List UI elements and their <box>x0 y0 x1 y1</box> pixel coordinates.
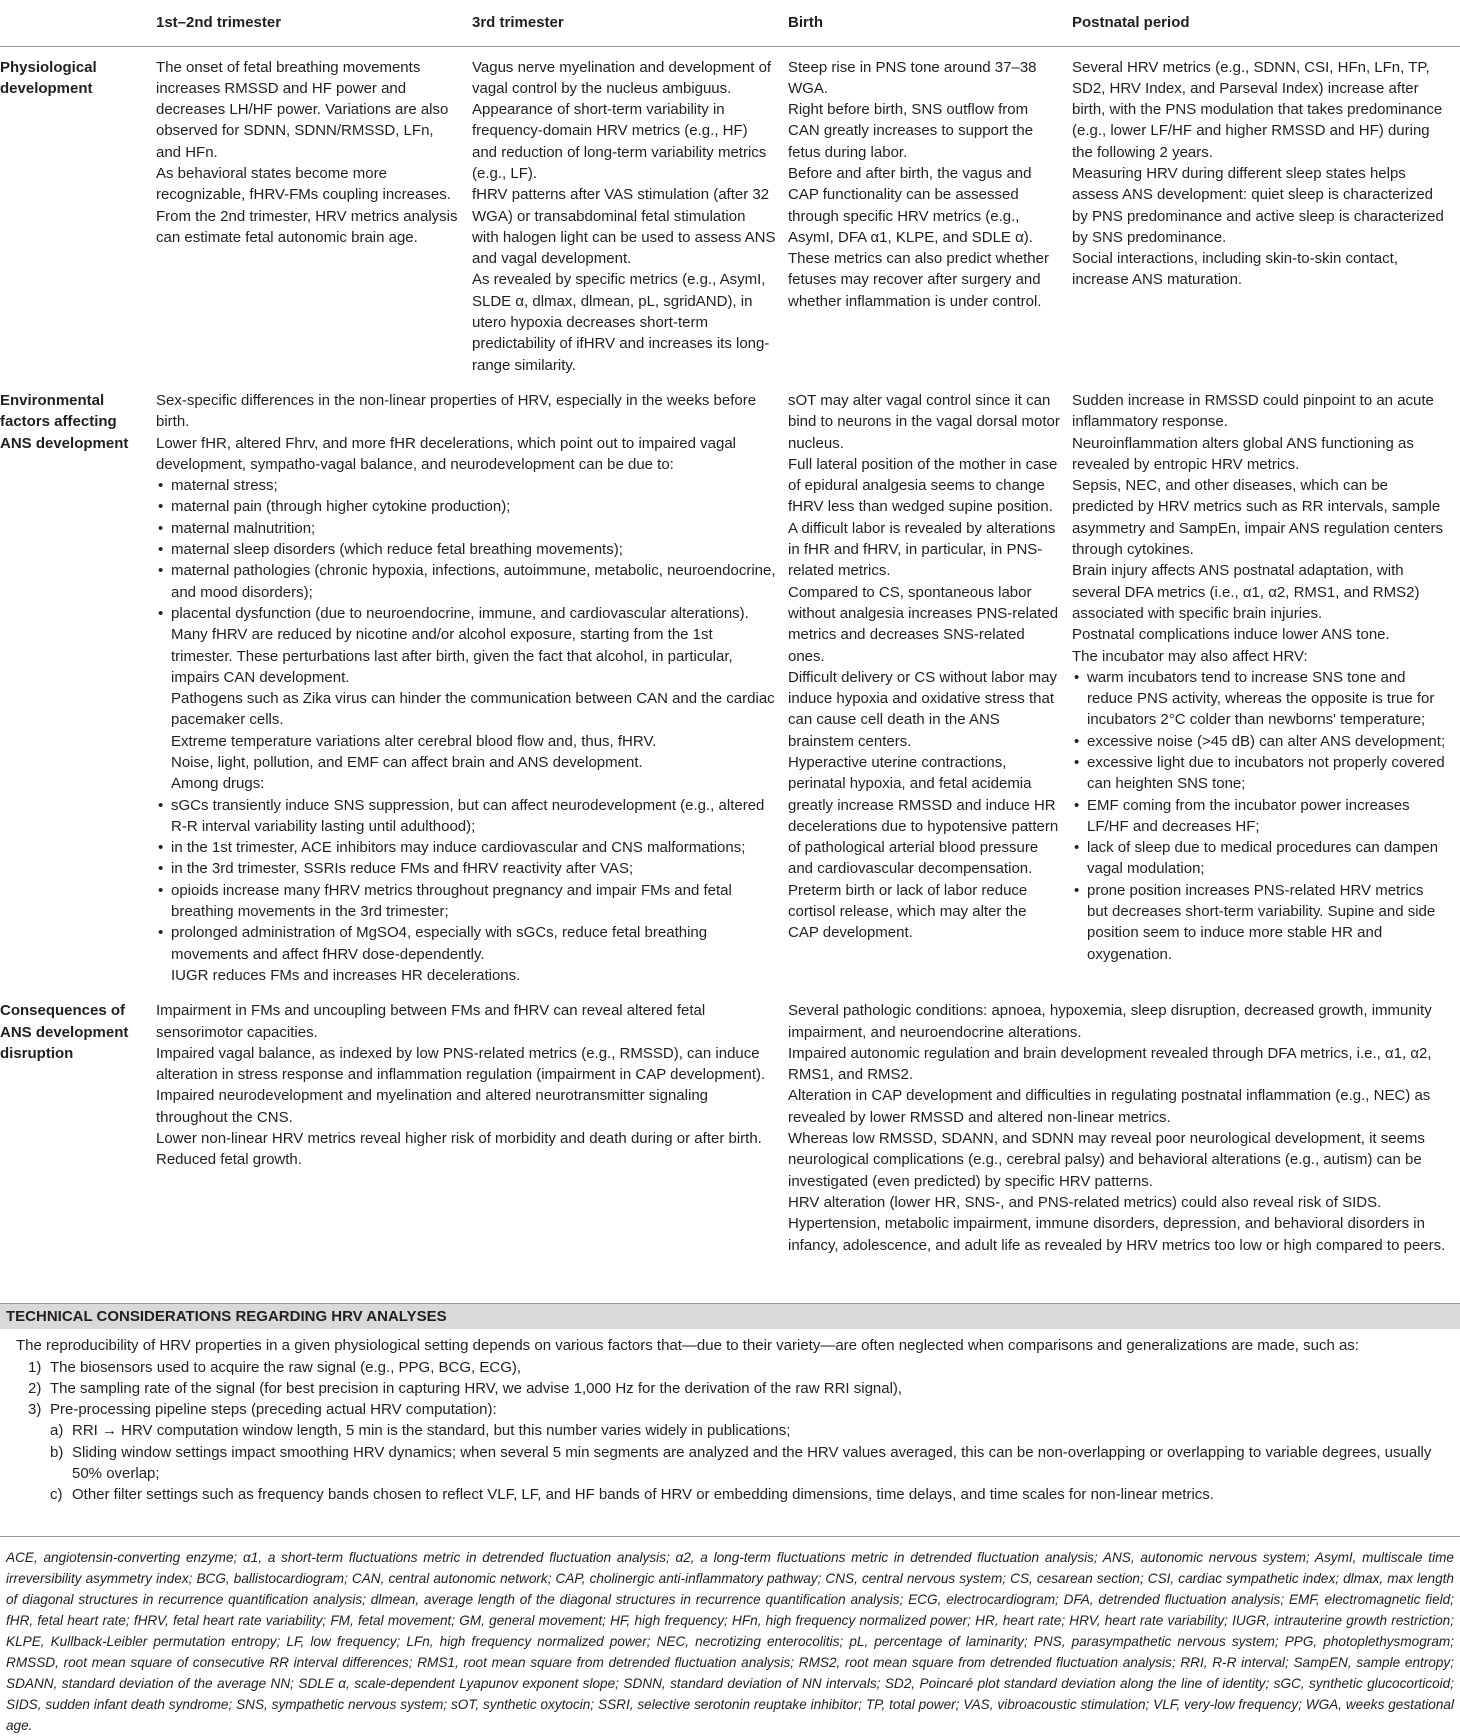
paragraph: As revealed by specific metrics (e.g., AsymI, SLDE α, dlmax, dlmean, pL, sgridAND), in utero hypoxia decreases short-term predictability of ifHRV and increases its long-range similarity. <box>472 271 770 374</box>
header-postnatal-period: Postnatal period <box>1072 0 1460 46</box>
bullet-item: • maternal pain (through higher cytokine production); <box>156 496 776 517</box>
abbreviations-footnote: ACE, angiotensin-converting enzyme; α1, a short-term fluctuations metric in detrended fluctuation analysis; α2, a long-term fluctuations metric in detrended fluctuation analysis; ANS, autonomic nervous system; AsymI, multiscale time irreversibility asymmetry index; BCG, ballistocardiogram; CAN, central autonomic network; CAP, cholinergic anti-inflammatory pathway; CNS, central nervous system; CS, cesarean section; CSI, cardiac sympathetic index; dlmax, max length of diagonal structures in recurrence quantification analysis; dlmean, average length of the diagonal structures in recurrence quantification analysis; ECG, electrocardiogram; DFA, detrended fluctuation analysis; EMF, electromagnetic field; fHR, fetal heart rate; fHRV, fetal heart rate variability; FM, fetal movement; GM, general movement; HF, high frequency; HFn, high frequency normalized power; HR, heart rate; HRV, heart rate variability; IUGR, intrauterine growth restriction; KLPE, Kullback-Leibler permutation entropy; LF, low frequency; LFn, high frequency normalized power; NEC, necrotizing enterocolitis; pL, percentage of laminarity; PNS, parasympathetic nervous system; PPG, photoplethysmogram; RMSSD, root mean square of consecutive RR interval differences; RMS1, root mean square from detrended fluctuation analysis; RMS2, root mean square from detrended fluctuation analysis; RRI, R-R interval; SampEN, sample entropy; SDANN, standard deviation of the average NN; SDLE α, scale-dependent Lyapunov exponent slope; SDNN, standard deviation of NN intervals; SD2, Poincaré plot standard deviation along the line of identity; sGC, synthetic glucocorticoid; SIDS, sudden infant death syndrome; SNS, sympathetic nervous system; sOT, synthetic oxytocin; SSRI, selective serotonin reuptake inhibitor; TP, total power; VAS, vibroacoustic stimulation; VLF, very-low frequency; WGA, weeks gestational age. <box>0 1536 1460 1736</box>
bullet-item: • placental dysfunction (due to neuroendocrine, immune, and cardiovascular alterations). <box>156 603 776 624</box>
indented-paragraph: Pathogens such as Zika virus can hinder the communication between CAN and the cardiac pacemaker cells. <box>171 690 775 729</box>
row-consequences <box>0 990 1460 1260</box>
cell-birth <box>788 46 1072 380</box>
paragraph: Lower fHR, altered Fhrv, and more fHR decelerations, which point out to impaired vagal development, sympatho-vagal balance, and neurodevelopment can be due to: <box>156 434 736 473</box>
paragraph: Alteration in CAP development and difficulties in regulating postnatal inflammation (e.g., NEC) as revealed by lower RMSSD and altered non-linear metrics. <box>788 1087 1431 1126</box>
paragraph: Sex-specific differences in the non-linear properties of HRV, especially in the weeks before birth. <box>156 391 757 431</box>
cell-prenatal <box>156 380 788 990</box>
cell-prenatal <box>156 990 788 1260</box>
bullet-item: • excessive light due to incubators not properly covered can heighten SNS tone; <box>1072 752 1448 795</box>
bullet-list <box>1072 667 1448 965</box>
paragraph: Hypertension, metabolic impairment, immune disorders, depression, and behavioral disorders in infancy, adolescence, and adult life as revealed by HRV metrics too low or high compared to peers. <box>788 1215 1446 1254</box>
indented-paragraph: Many fHRV are reduced by nicotine and/or alcohol exposure, starting from the 1st trimester. These perturbations last after birth, given the fact that alcohol, in particular, impairs CAN development. <box>171 626 733 686</box>
indented-paragraph: Among drugs: <box>171 775 265 793</box>
paragraph: Several HRV metrics (e.g., SDNN, CSI, HFn, LFn, TP, SD2, HRV Index, and Parseval Index) increase after birth, with the PNS modulation that takes predominance (e.g., lower LF/HF and higher RMSSD and HF) during the following 2 years. <box>1072 58 1443 161</box>
cell-birth-postnatal <box>788 990 1460 1260</box>
paragraph: Reduced fetal growth. <box>156 1151 302 1169</box>
paragraph: Full lateral position of the mother in case of epidural analgesia seems to change fHRV less than wedged supine position. <box>788 455 1058 516</box>
paragraph: Impaired neurodevelopment and myelination and altered neurotransmitter signaling throughout the CNS. <box>156 1087 708 1126</box>
bullet-item: • lack of sleep due to medical procedures can dampen vagal modulation; <box>1072 837 1448 880</box>
paragraph: Sepsis, NEC, and other diseases, which can be predicted by HRV metrics such as RR intervals, sample asymmetry and SampEn, impair ANS regulation centers through cytokines. <box>1072 477 1443 559</box>
paragraph: Neuroinflammation alters global ANS functioning as revealed by entropic HRV metrics. <box>1072 434 1414 473</box>
paragraph: Right before birth, SNS outflow from CAN greatly increases to support the fetus during labor. <box>788 101 1034 161</box>
paragraph: Compared to CS, spontaneous labor without analgesia increases PNS-related metrics and decreases SNS-related ones. <box>788 583 1059 665</box>
list-subitem: a) RRI → HRV computation window length, 5 min is the standard, but this number varies widely in publications; <box>50 1422 791 1440</box>
paragraph: Hyperactive uterine contractions, perinatal hypoxia, and fetal acidemia greatly increase RMSSD and induce HR decelerations due to hypotensive pattern of pathological arterial blood pressure and cardiovascular decompensation. <box>788 754 1059 878</box>
list-subitem: b) Sliding window settings impact smoothing HRV dynamics; when several 5 min segments are analyzed and the HRV values averaged, this can be non-overlapping or overlapping to variable degrees, usually 50% overlap; <box>50 1443 1432 1483</box>
paragraph: A difficult labor is revealed by alterations in fHR and fHRV, in particular, in PNS-related metrics. <box>788 519 1056 580</box>
paragraph: The incubator may also affect HRV: <box>1072 647 1308 665</box>
paragraph: Impairment in FMs and uncoupling between FMs and fHRV can reveal altered fetal sensorimotor capacities. <box>156 1002 706 1041</box>
paragraph: fHRV patterns after VAS stimulation (after 32 WGA) or transabdominal fetal stimulation with halogen light can be used to assess ANS and vagal development. <box>472 186 776 268</box>
cell-postnatal <box>1072 380 1460 990</box>
list-item: 1) The biosensors used to acquire the raw signal (e.g., PPG, BCG, ECG), <box>28 1358 522 1376</box>
technical-heading: TECHNICAL CONSIDERATIONS REGARDING HRV ANALYSES <box>0 1303 1460 1329</box>
paragraph: Difficult delivery or CS without labor may induce hypoxia and oxidative stress that can cause cell death in the ANS brainstem centers. <box>788 668 1057 750</box>
paragraph: Steep rise in PNS tone around 37–38 WGA. <box>788 58 1037 97</box>
paragraph: Measuring HRV during different sleep states helps assess ANS development: quiet sleep is characterized by PNS predominance and active sleep is characterized by SNS predominance. <box>1072 164 1444 246</box>
bullet-item: • maternal stress; <box>156 475 776 496</box>
paragraph: Brain injury affects ANS postnatal adaptation, with several DFA metrics (i.e., α1, α2, RMS1, and RMS2) associated with specific brain injuries. <box>1072 562 1420 622</box>
row-physiological-development <box>0 46 1460 380</box>
paragraph: Impaired vagal balance, as indexed by low PNS-related metrics (e.g., RMSSD), can induce alteration in stress response and inflammation regulation (impairment in CAP development). <box>156 1044 766 1084</box>
header-row <box>0 0 1460 46</box>
bullet-item: • excessive noise (>45 dB) can alter ANS development; <box>1072 731 1448 752</box>
cell-birth <box>788 380 1072 990</box>
paragraph: Lower non-linear HRV metrics reveal higher risk of morbidity and death during or after birth. <box>156 1130 762 1148</box>
technical-body <box>0 1329 1460 1513</box>
paragraph: These metrics can also predict whether fetuses may recover after surgery and whether inflammation is under control. <box>788 250 1049 310</box>
indented-paragraph: Noise, light, pollution, and EMF can affect brain and ANS development. <box>171 754 643 771</box>
bullet-item: • EMF coming from the incubator power increases LF/HF and decreases HF; <box>1072 795 1448 838</box>
list-subitem: c) Other filter settings such as frequency bands chosen to reflect VLF, LF, and HF bands of HRV or embedding dimensions, time delays, and time scales for non-linear metrics. <box>50 1486 1214 1504</box>
bullet-list <box>156 795 776 965</box>
paragraph: Several pathologic conditions: apnoea, hypoxemia, sleep disruption, decreased growth, immunity impairment, and neuroendocrine alterations. <box>788 1002 1432 1041</box>
paragraph: sOT may alter vagal control since it can bind to neurons in the vagal dorsal motor nucleus. <box>788 391 1060 452</box>
paragraph: Preterm birth or lack of labor reduce cortisol release, which may alter the CAP development. <box>788 881 1028 942</box>
bullet-item: • maternal sleep disorders (which reduce fetal breathing movements); <box>156 539 776 560</box>
row-heading: Physiological development <box>0 58 97 97</box>
technical-considerations <box>0 1303 1460 1514</box>
bullet-item: • prolonged administration of MgSO4, especially with sGCs, reduce fetal breathing movements and affect fHRV dose-dependently. <box>156 922 776 965</box>
paragraph: From the 2nd trimester, HRV metrics analysis can estimate fetal autonomic brain age. <box>156 207 458 246</box>
indented-paragraph: Extreme temperature variations alter cerebral blood flow and, thus, fHRV. <box>171 732 657 750</box>
row-environmental-factors <box>0 380 1460 990</box>
header-3rd-trimester: 3rd trimester <box>472 0 788 46</box>
paragraph: Impaired autonomic regulation and brain development revealed through DFA metrics, i.e., α1, α2, RMS1, and RMS2. <box>788 1044 1432 1084</box>
indented-paragraph: IUGR reduces FMs and increases HR decelerations. <box>171 966 521 984</box>
header-birth: Birth <box>788 0 1072 46</box>
list-item: 3) Pre-processing pipeline steps (preceding actual HRV computation): <box>28 1401 497 1419</box>
paragraph: Vagus nerve myelination and development of vagal control by the nucleus ambiguus. <box>472 58 772 97</box>
paragraph: Sudden increase in RMSSD could pinpoint to an acute inflammatory response. <box>1072 391 1434 431</box>
cell-1st-2nd-trimester <box>156 46 472 380</box>
list-item: 2) The sampling rate of the signal (for best precision in capturing HRV, we advise 1,000 Hz for the derivation of the raw RRI signal), <box>28 1379 903 1397</box>
bullet-item: • maternal malnutrition; <box>156 518 776 539</box>
paragraph: Whereas low RMSSD, SDANN, and SDNN may reveal poor neurological development, it seems neurological complications (e.g., cerebral palsy) and behavioral alterations (e.g., autism) can be investigated (even predicted) by specific HRV patterns. <box>788 1130 1425 1190</box>
cell-3rd-trimester <box>472 46 788 380</box>
paragraph: HRV alteration (lower HR, SNS-, and PNS-related metrics) could also reveal risk of SIDS. <box>788 1193 1382 1211</box>
row-heading: Environmental factors affecting ANS development <box>0 391 129 452</box>
bullet-item: • in the 1st trimester, ACE inhibitors may induce cardiovascular and CNS malformations; <box>156 837 776 858</box>
bullet-item: • opioids increase many fHRV metrics throughout pregnancy and impair FMs and fetal breathing movements in the 3rd trimester; <box>156 880 776 923</box>
bullet-item: • prone position increases PNS-related HRV metrics but decreases short-term variability. Supine and side position seem to induce more stable HR and oxygenation. <box>1072 880 1448 965</box>
row-heading: Consequences of ANS development disruption <box>0 1002 129 1062</box>
paragraph: Before and after birth, the vagus and CAP functionality can be assessed through specific HRV metrics (e.g., AsymI, DFA α1, KLPE, and SDLE α). <box>788 164 1033 246</box>
paragraph: As behavioral states become more recognizable, fHRV-FMs coupling increases. <box>156 164 451 204</box>
bullet-item: • maternal pathologies (chronic hypoxia, infections, autoimmune, metabolic, neuroendocrine, and mood disorders); <box>156 560 776 603</box>
bullet-item: • in the 3rd trimester, SSRIs reduce FMs and fHRV reactivity after VAS; <box>156 858 776 879</box>
cell-postnatal <box>1072 46 1460 380</box>
header-empty <box>0 0 156 46</box>
technical-intro: The reproducibility of HRV properties in a given physiological setting depends on various factors that—due to their variety—are often neglected when comparisons and generalizations are made, such as: <box>16 1337 1359 1355</box>
bullet-list <box>156 475 776 624</box>
bullet-item: • sGCs transiently induce SNS suppression, but can affect neurodevelopment (e.g., altered R-R interval variability lasting until adulthood); <box>156 795 776 838</box>
paragraph: Postnatal complications induce lower ANS tone. <box>1072 626 1390 644</box>
paragraph: Social interactions, including skin-to-skin contact, increase ANS maturation. <box>1072 250 1398 289</box>
paragraph: Appearance of short-term variability in frequency-domain HRV metrics (e.g., HF) and reduction of long-term variability metrics (e.g., LF). <box>472 101 767 182</box>
bullet-item: • warm incubators tend to increase SNS tone and reduce PNS activity, whereas the opposite is true for incubators 2°C colder than newborns' temperature; <box>1072 667 1448 731</box>
paragraph: The onset of fetal breathing movements increases RMSSD and HF power and decreases LH/HF power. Variations are also observed for SDNN, SDNN/RMSSD, LFn, and HFn. <box>156 58 449 161</box>
header-1st-2nd-trimester: 1st–2nd trimester <box>156 0 472 46</box>
